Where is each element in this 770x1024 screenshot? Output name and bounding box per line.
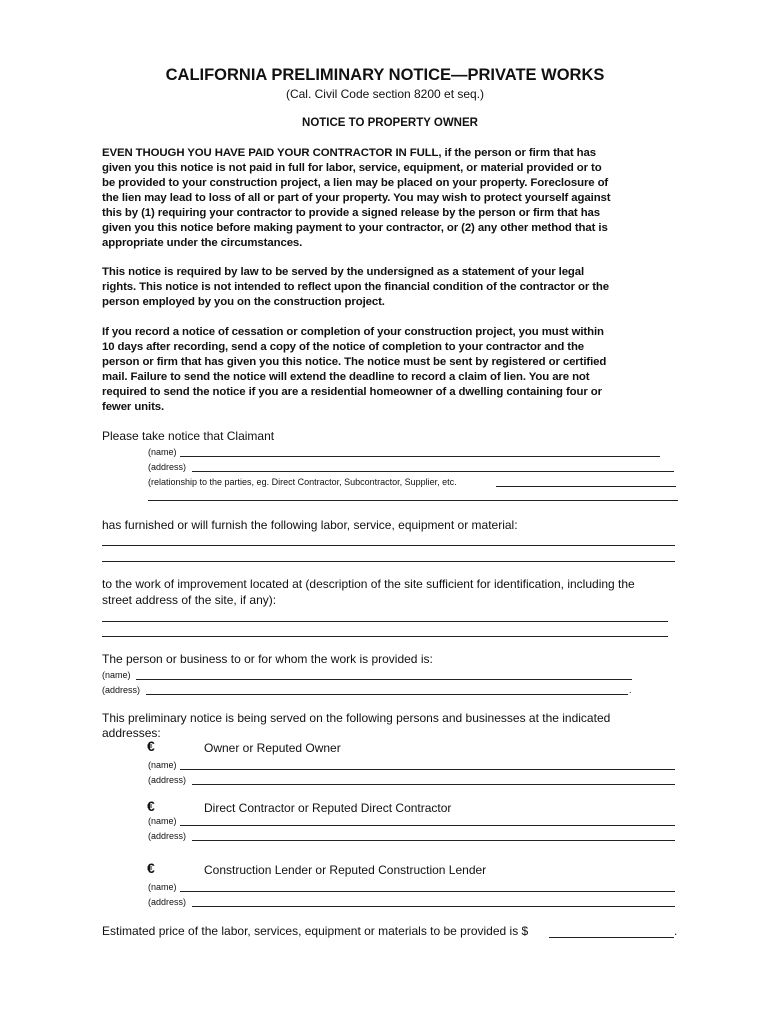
work-location-field-line-2[interactable]	[102, 636, 668, 637]
owner-address-label: (address)	[148, 775, 187, 785]
paragraph-line: appropriate under the circumstances.	[102, 237, 303, 249]
paragraph-line: person or firm that has given you this notice. The notice must be sent by registered or certified	[102, 356, 607, 368]
paragraph-completion	[102, 325, 682, 415]
claimant-intro: Please take notice that Claimant	[102, 429, 275, 443]
work-location-field-line-1[interactable]	[102, 621, 668, 622]
claimant-relationship-field-line-2[interactable]	[148, 500, 678, 501]
estimate-amount-field[interactable]	[549, 937, 674, 938]
paragraph-line: mail. Failure to send the notice will extend the deadline to record a claim of lien. You are not	[102, 371, 590, 383]
construction-lender-name-label: (name)	[148, 882, 177, 892]
furnish-field-line-1[interactable]	[102, 545, 675, 546]
claimant-relationship-label: (relationship to the parties, eg. Direct Contractor, Subcontractor, Supplier, etc.	[148, 477, 457, 487]
claimant-address-field[interactable]	[192, 471, 674, 472]
served-text-1: This preliminary notice is being served on the following persons and businesses at the indicated	[102, 711, 611, 725]
direct-contractor-checkbox[interactable]: €	[147, 798, 155, 814]
paragraph-line: If you record a notice of cessation or completion of your construction project, you must within	[102, 326, 604, 338]
paragraph-warning	[102, 146, 682, 251]
paragraph-line: fewer units.	[102, 401, 165, 413]
direct-contractor-name-field[interactable]	[180, 825, 675, 826]
owner-address-field[interactable]	[192, 784, 675, 785]
paragraph-line: person employed by you on the construction project.	[102, 296, 385, 308]
paragraph-line: given you this notice before making payment to your contractor, or (2) any other method that is	[102, 222, 608, 234]
owner-checkbox[interactable]: €	[147, 738, 155, 754]
paragraph-line: rights. This notice is not intended to reflect upon the financial condition of the contractor or the	[102, 281, 610, 293]
section-heading: NOTICE TO PROPERTY OWNER	[302, 117, 478, 129]
provided-address-period: .	[629, 685, 632, 695]
provided-address-field[interactable]	[146, 694, 628, 695]
paragraph-line: this by (1) requiring your contractor to provide a signed release by the person or firm that has	[102, 207, 601, 219]
served-text-2: addresses:	[102, 726, 161, 740]
construction-lender-label: Construction Lender or Reputed Construction Lender	[204, 863, 487, 877]
claimant-address-label: (address)	[148, 462, 187, 472]
estimate-text: Estimated price of the labor, services, equipment or materials to be provided is $	[102, 924, 529, 938]
document-title: CALIFORNIA PRELIMINARY NOTICE—PRIVATE WORKS	[165, 66, 605, 84]
construction-lender-address-label: (address)	[148, 897, 187, 907]
paragraph-line: the lien may lead to loss of all or part of your property. You may wish to protect yourself against	[102, 192, 611, 204]
claimant-name-label: (name)	[148, 447, 177, 457]
paragraph-line: given you this notice is not paid in full for labor, service, equipment, or material provided or to	[102, 162, 602, 174]
provided-for-text: The person or business to or for whom the work is provided is:	[102, 652, 433, 666]
furnish-text: has furnished or will furnish the following labor, service, equipment or material:	[102, 518, 518, 532]
provided-name-field[interactable]	[136, 679, 632, 680]
paragraph-legal-rights	[102, 265, 682, 310]
paragraph-line: required to send the notice if you are a residential homeowner of a dwelling containing four or	[102, 386, 602, 398]
furnish-field-line-2[interactable]	[102, 561, 675, 562]
direct-contractor-label: Direct Contractor or Reputed Direct Contractor	[204, 801, 452, 815]
direct-contractor-name-label: (name)	[148, 816, 177, 826]
document-subtitle: (Cal. Civil Code section 8200 et seq.)	[285, 87, 485, 101]
paragraph-line: be provided to your construction project, a lien may be placed on your property. Foreclosure of	[102, 177, 609, 189]
direct-contractor-address-field[interactable]	[192, 840, 675, 841]
claimant-relationship-field[interactable]	[496, 486, 676, 487]
direct-contractor-address-label: (address)	[148, 831, 187, 841]
provided-address-label: (address)	[102, 685, 141, 695]
owner-name-field[interactable]	[180, 769, 675, 770]
work-location-text-1: to the work of improvement located at (description of the site sufficient for identification, including the	[102, 577, 635, 591]
construction-lender-checkbox[interactable]: €	[147, 860, 155, 876]
paragraph-line: 10 days after recording, send a copy of the notice of completion to your contractor and the	[102, 341, 585, 353]
construction-lender-address-field[interactable]	[192, 906, 675, 907]
paragraph-line: This notice is required by law to be served by the undersigned as a statement of your legal	[102, 266, 585, 278]
construction-lender-name-field[interactable]	[180, 891, 675, 892]
paragraph-line: EVEN THOUGH YOU HAVE PAID YOUR CONTRACTOR IN FULL, if the person or firm that has	[102, 147, 596, 159]
owner-name-label: (name)	[148, 760, 177, 770]
owner-label: Owner or Reputed Owner	[204, 741, 341, 755]
work-location-text-2: street address of the site, if any):	[102, 593, 277, 607]
provided-name-label: (name)	[102, 670, 131, 680]
estimate-period: .	[674, 924, 678, 938]
claimant-name-field[interactable]	[180, 456, 660, 457]
